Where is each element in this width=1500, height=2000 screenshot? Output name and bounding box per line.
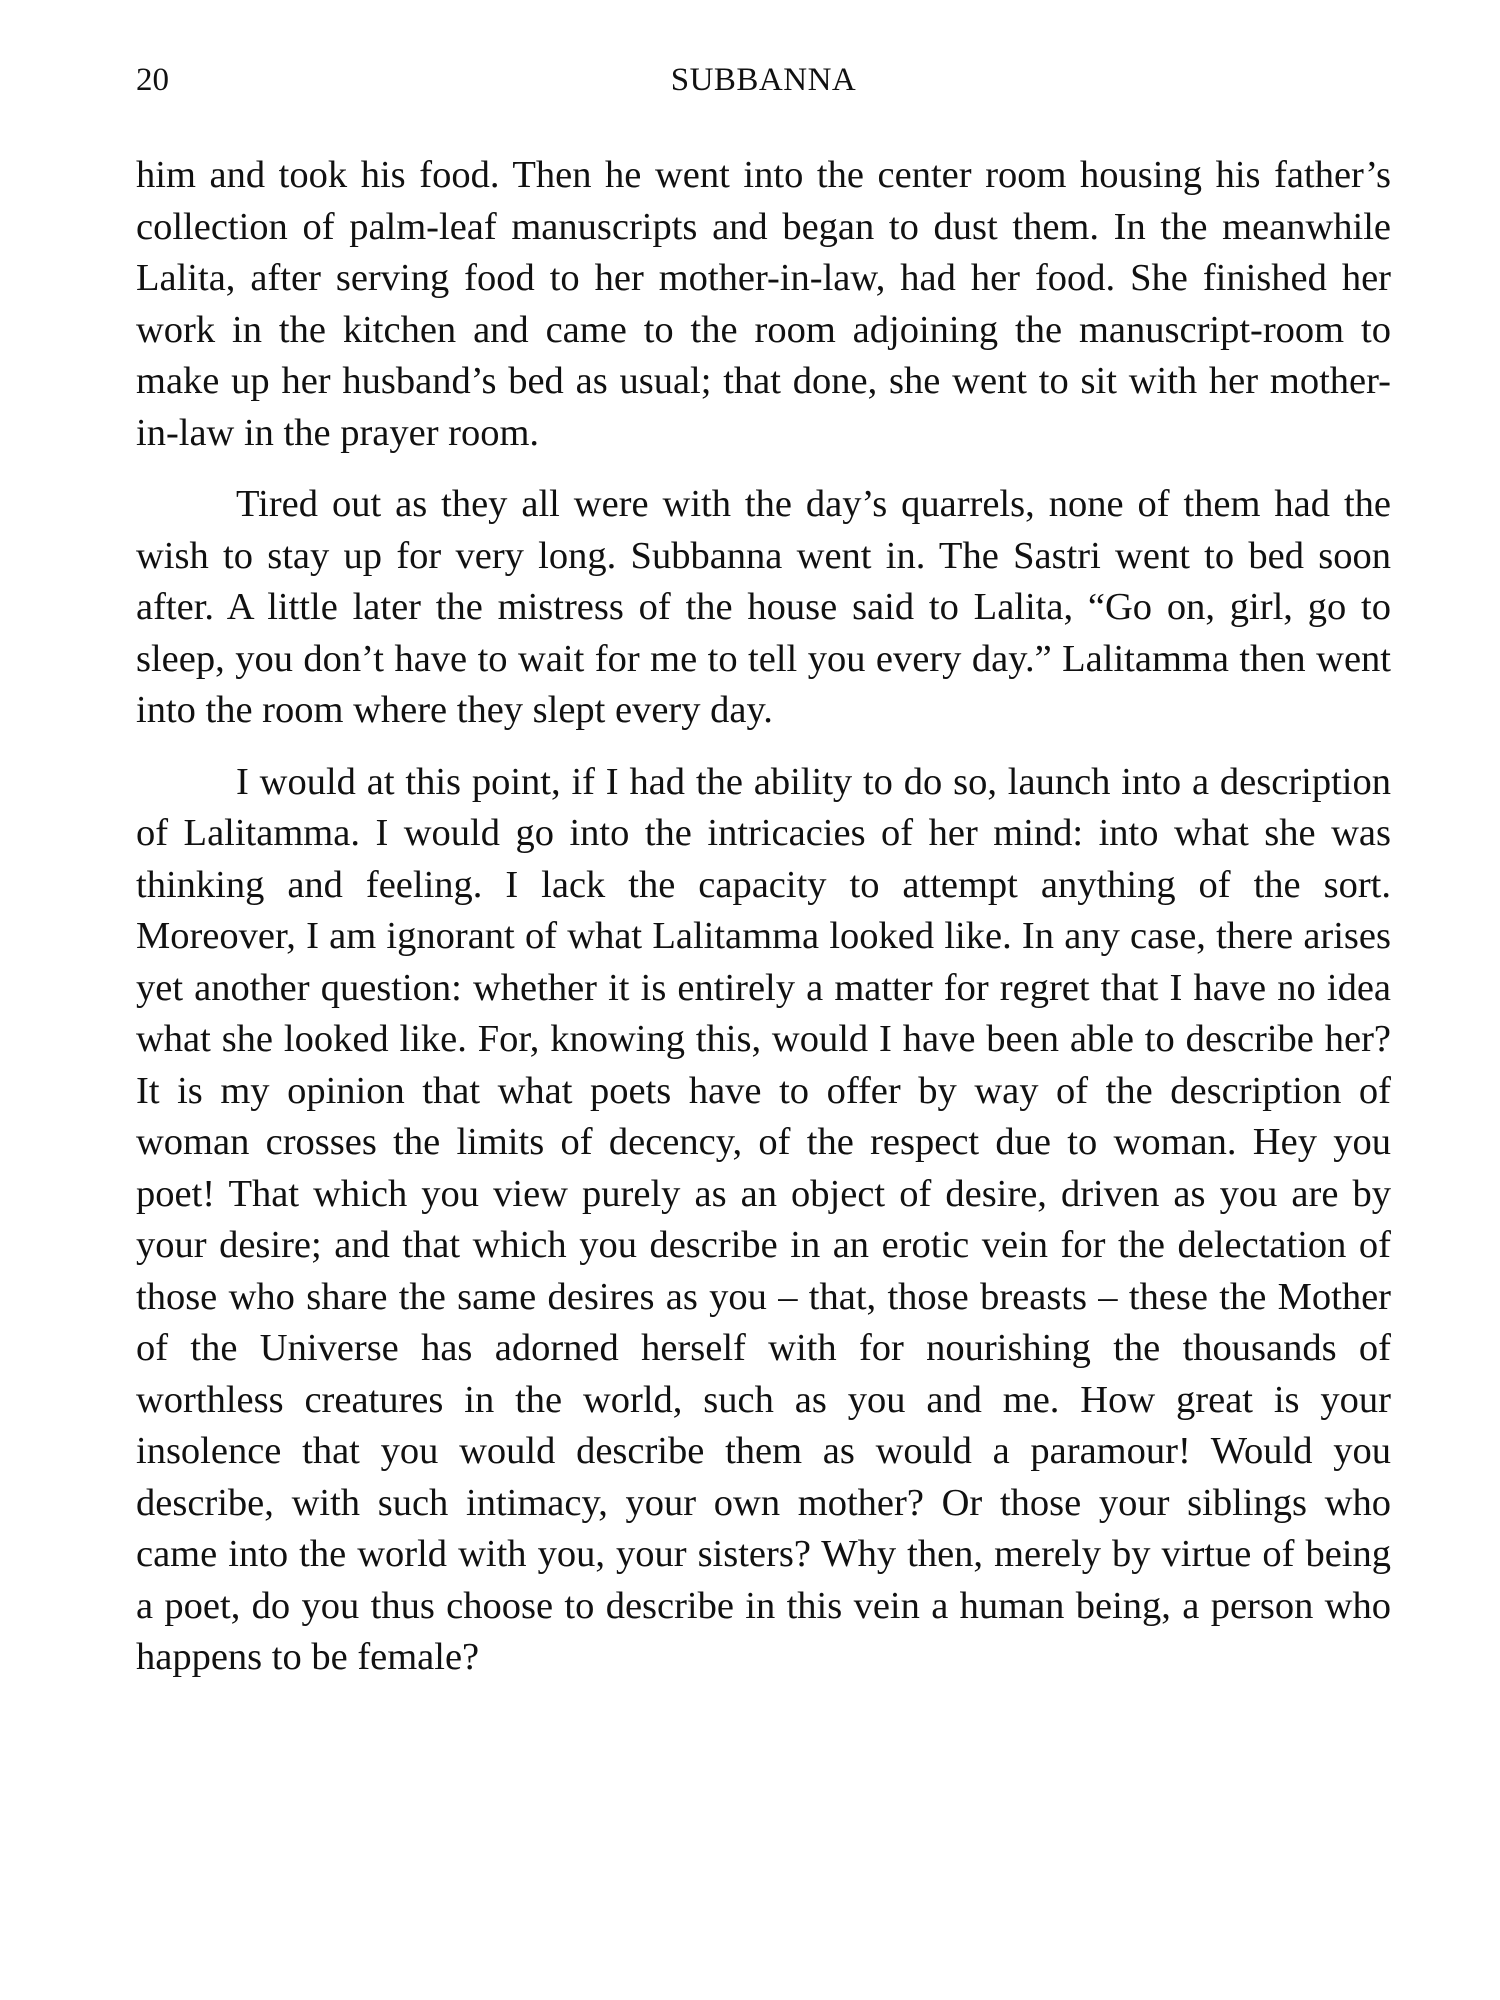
paragraph-tired-out: Tired out as they all were with the day’s quarrels, none of them had the wish to stay up for very long. Subbanna went in. The Sastri went to bed soon after. A little later the mistress of the house said to Lalita, “Go on, girl, go to sleep, you don’t have to wait for me to tell you every day.” Lalitamma then went into the room where they slept every day. <box>136 483 1391 731</box>
page-header <box>136 56 1391 104</box>
paragraph-description-of-lalitamma: I would at this point, if I had the ability to do so, launch into a description of Lalitamma. I would go into the intricacies of her mind: into what she was thinking and feeling. I lack the capacity to attempt anything of the sort. Moreover, I am ignorant of what Lalitamma looked like. In any case, there arises yet another question: whether it is entirely a matter for regret that I have no idea what she looked like. For, knowing this, would I have been able to describe her? It is my opinion that what poets have to offer by way of the description of woman crosses the limits of decency, of the respect due to woman. Hey you poet! That which you view purely as an object of desire, driven as you are by your desire; and that which you describe in an erotic vein for the delectation of those who share the same desires as you – that, those breasts – these the Mother of the Universe has adorned herself with for nourishing the thousands of worthless creatures in the world, such as you and me. How great is your insolence that you would describe them as would a paramour! Would you describe, with such intimacy, your own mother? Or those your siblings who came into the world with you, your sisters? Why then, merely by virtue of being a poet, do you thus choose to describe in this vein a human being, a person who happens to be female? <box>136 760 1391 1678</box>
body-text <box>136 150 1391 1684</box>
paragraph-continuation: him and took his food. Then he went into the center room housing his father’s collection of palm-leaf manuscripts and began to dust them. In the meanwhile Lalita, after serving food to her mother-in-law, had her food. She finished her work in the kitchen and came to the room adjoining the manuscript-room to make up her husband’s bed as usual; that done, she went to sit with her mother-in-law in the prayer room. <box>136 154 1391 454</box>
running-title: SUBBANNA <box>670 62 857 98</box>
page-number: 20 <box>136 62 169 98</box>
